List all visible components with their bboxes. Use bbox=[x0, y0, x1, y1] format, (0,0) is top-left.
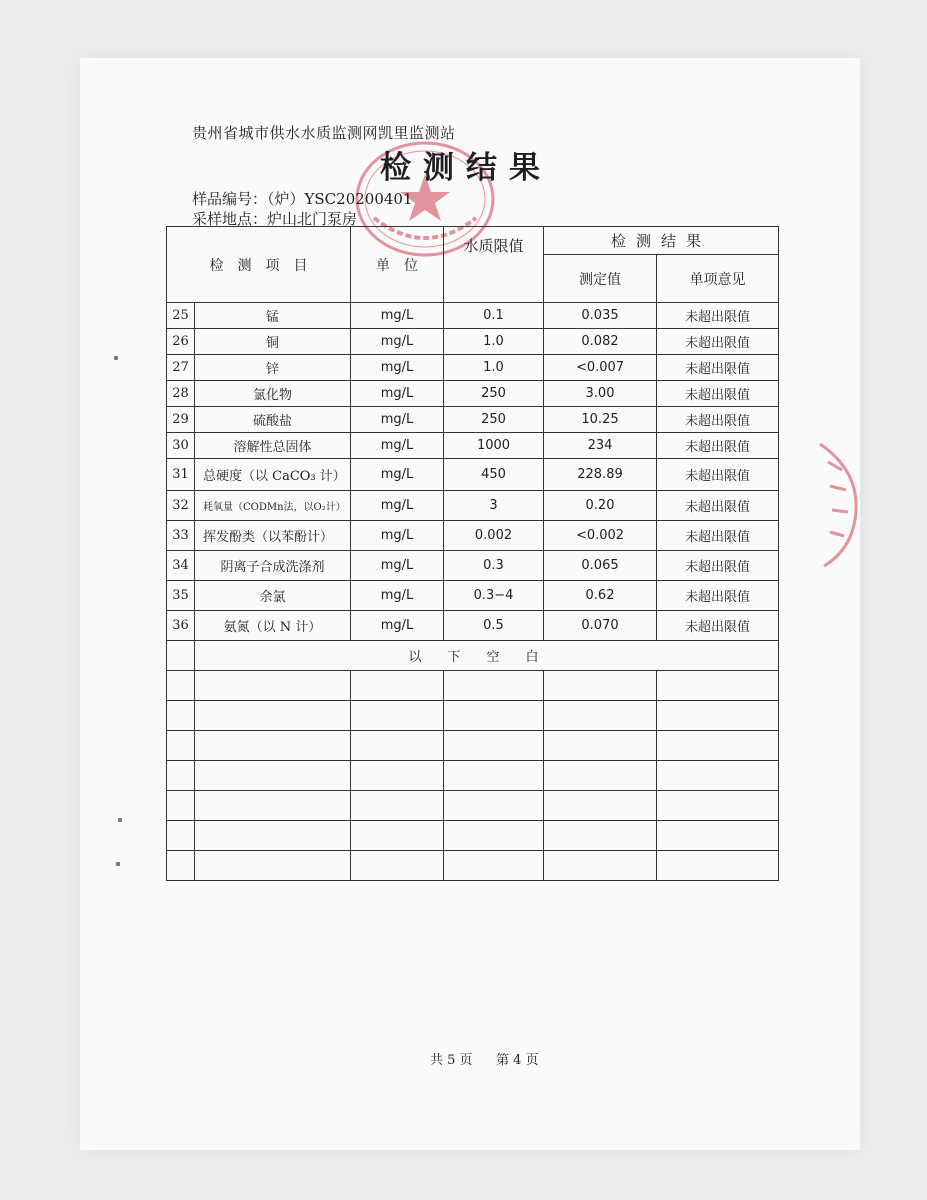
edge-seal-stamp bbox=[818, 440, 858, 570]
table-row bbox=[167, 381, 779, 407]
unit: mg/L bbox=[351, 433, 444, 459]
header-item: 检 测 项 目 bbox=[167, 227, 351, 303]
unit: mg/L bbox=[351, 521, 444, 551]
table-row bbox=[167, 355, 779, 381]
empty-row bbox=[167, 851, 779, 881]
opinion: 未超出限值 bbox=[657, 303, 779, 329]
measured-value: 3.00 bbox=[544, 381, 657, 407]
organization-name: 贵州省城市供水水质监测网凯里监测站 bbox=[192, 124, 456, 142]
row-number: 35 bbox=[167, 581, 195, 611]
measured-value: 0.082 bbox=[544, 329, 657, 355]
limit-value: 0.3−4 bbox=[444, 581, 544, 611]
limit-value: 1.0 bbox=[444, 355, 544, 381]
header-measured: 测定值 bbox=[544, 255, 657, 303]
header-standard: 水质限值 bbox=[444, 227, 544, 303]
item-name: 溶解性总固体 bbox=[195, 433, 351, 459]
limit-value: 0.5 bbox=[444, 611, 544, 641]
measured-value: 0.20 bbox=[544, 491, 657, 521]
unit: mg/L bbox=[351, 611, 444, 641]
unit: mg/L bbox=[351, 459, 444, 491]
measured-value: 0.62 bbox=[544, 581, 657, 611]
empty-row bbox=[167, 731, 779, 761]
empty-row bbox=[167, 701, 779, 731]
opinion: 未超出限值 bbox=[657, 521, 779, 551]
table-row bbox=[167, 433, 779, 459]
opinion: 未超出限值 bbox=[657, 407, 779, 433]
unit: mg/L bbox=[351, 491, 444, 521]
row-number: 36 bbox=[167, 611, 195, 641]
item-name: 铜 bbox=[195, 329, 351, 355]
opinion: 未超出限值 bbox=[657, 433, 779, 459]
unit: mg/L bbox=[351, 381, 444, 407]
row-number: 29 bbox=[167, 407, 195, 433]
row-number: 32 bbox=[167, 491, 195, 521]
measured-value: 10.25 bbox=[544, 407, 657, 433]
unit: mg/L bbox=[351, 407, 444, 433]
item-name: 氨氮（以 N 计） bbox=[195, 611, 351, 641]
page-title: 检测结果 bbox=[380, 150, 552, 186]
table-row bbox=[167, 581, 779, 611]
measured-value: 0.035 bbox=[544, 303, 657, 329]
item-name: 余氯 bbox=[195, 581, 351, 611]
table-row bbox=[167, 329, 779, 355]
measured-value: <0.007 bbox=[544, 355, 657, 381]
item-name: 锰 bbox=[195, 303, 351, 329]
empty-row bbox=[167, 791, 779, 821]
opinion: 未超出限值 bbox=[657, 581, 779, 611]
empty-row bbox=[167, 761, 779, 791]
unit: mg/L bbox=[351, 303, 444, 329]
opinion: 未超出限值 bbox=[657, 329, 779, 355]
header-opinion: 单项意见 bbox=[657, 255, 779, 303]
binding-hole-mark bbox=[116, 862, 120, 866]
empty-row bbox=[167, 821, 779, 851]
sample-number: 样品编号：（炉）YSC20200401 bbox=[192, 190, 413, 208]
unit: mg/L bbox=[351, 581, 444, 611]
limit-value: 1000 bbox=[444, 433, 544, 459]
row-number: 28 bbox=[167, 381, 195, 407]
row-number: 25 bbox=[167, 303, 195, 329]
page-number: 第 4 页 bbox=[496, 1053, 539, 1068]
row-number: 31 bbox=[167, 459, 195, 491]
measured-value: 0.070 bbox=[544, 611, 657, 641]
table-row bbox=[167, 611, 779, 641]
table-row bbox=[167, 407, 779, 433]
limit-value: 3 bbox=[444, 491, 544, 521]
limit-value: 0.3 bbox=[444, 551, 544, 581]
unit: mg/L bbox=[351, 355, 444, 381]
table-row bbox=[167, 551, 779, 581]
results-table bbox=[166, 226, 779, 881]
measured-value: 228.89 bbox=[544, 459, 657, 491]
header-unit: 单 位 bbox=[351, 227, 444, 303]
opinion: 未超出限值 bbox=[657, 459, 779, 491]
limit-value: 0.1 bbox=[444, 303, 544, 329]
row-number: 30 bbox=[167, 433, 195, 459]
row-number: 27 bbox=[167, 355, 195, 381]
measured-value: 0.065 bbox=[544, 551, 657, 581]
opinion: 未超出限值 bbox=[657, 551, 779, 581]
measured-value: 234 bbox=[544, 433, 657, 459]
table-row bbox=[167, 491, 779, 521]
blank-note-row bbox=[167, 641, 779, 671]
limit-value: 250 bbox=[444, 407, 544, 433]
item-name: 总硬度（以 CaCO₃ 计） bbox=[195, 459, 351, 491]
row-number: 26 bbox=[167, 329, 195, 355]
table-row bbox=[167, 521, 779, 551]
binding-hole-mark bbox=[118, 818, 122, 822]
binding-hole-mark bbox=[114, 356, 118, 360]
opinion: 未超出限值 bbox=[657, 611, 779, 641]
limit-value: 250 bbox=[444, 381, 544, 407]
unit: mg/L bbox=[351, 329, 444, 355]
item-name: 氯化物 bbox=[195, 381, 351, 407]
header-results: 检测结果 bbox=[544, 227, 779, 255]
item-name: 阴离子合成洗涤剂 bbox=[195, 551, 351, 581]
opinion: 未超出限值 bbox=[657, 491, 779, 521]
measured-value: <0.002 bbox=[544, 521, 657, 551]
opinion: 未超出限值 bbox=[657, 381, 779, 407]
row-number: 33 bbox=[167, 521, 195, 551]
sampling-location: 采样地点：炉山北门泵房 bbox=[192, 210, 358, 228]
table-row bbox=[167, 303, 779, 329]
total-pages: 共 5 页 bbox=[430, 1053, 473, 1068]
unit: mg/L bbox=[351, 551, 444, 581]
item-name: 挥发酚类（以苯酚计） bbox=[195, 521, 351, 551]
row-number: 34 bbox=[167, 551, 195, 581]
item-name: 硫酸盐 bbox=[195, 407, 351, 433]
blank-note: 以下空白 bbox=[195, 641, 779, 671]
item-name: 锌 bbox=[195, 355, 351, 381]
empty-row bbox=[167, 671, 779, 701]
limit-value: 0.002 bbox=[444, 521, 544, 551]
opinion: 未超出限值 bbox=[657, 355, 779, 381]
item-name: 耗氧量（CODMn法，以O₂计） bbox=[195, 491, 351, 521]
limit-value: 1.0 bbox=[444, 329, 544, 355]
limit-value: 450 bbox=[444, 459, 544, 491]
table-row bbox=[167, 459, 779, 491]
